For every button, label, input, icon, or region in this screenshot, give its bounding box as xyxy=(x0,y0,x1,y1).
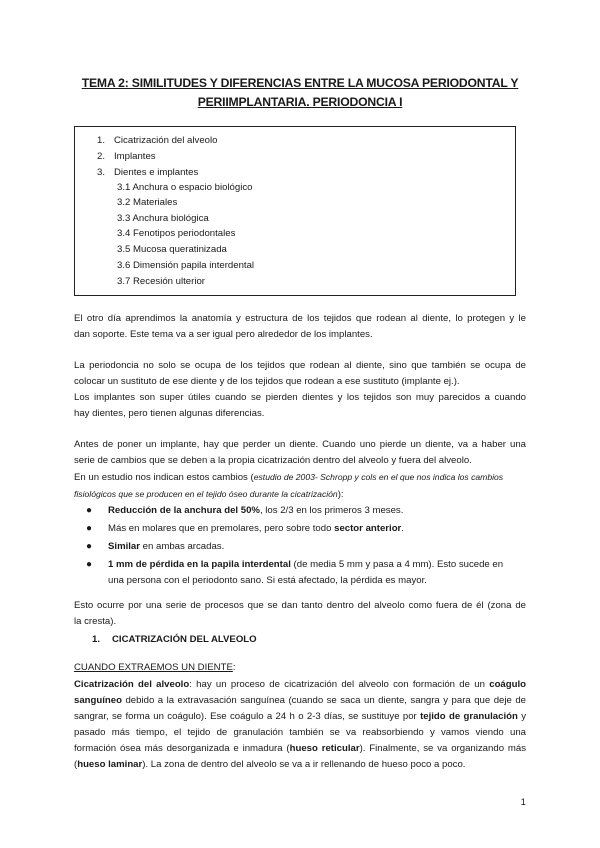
title-line-2: PERIIMPLANTARIA. PERIODONCIA I xyxy=(197,95,403,109)
bullet-icon: ● xyxy=(86,505,93,516)
table-of-contents: 1. Cicatrización del alveolo 2. Implantes 3. Dientes e implantes 3.1 Anchura o espacio biológico 3.2 Materiales 3.3 Anchura biológica 3.4 Fenotipos periodontales 3.5 Mucosa queratinizada 3.6 Dimensión papila interdental 3.7 Recesión ulterior xyxy=(74,126,516,296)
paragraph-procesos: Esto ocurre por una serie de procesos que se dan tanto dentro del alveolo como fuera de él (zona de la cresta). xyxy=(74,600,526,627)
bullet-icon: ● xyxy=(86,523,93,534)
subheading: CUANDO EXTRAEMOS UN DIENTE: xyxy=(74,662,236,673)
paragraph-cicatrizacion: Cicatrización del alveolo: hay un proceso de cicatrización del alveolo con formación de un coágulo sanguíneo debido a la extravasación sanguínea (cuando se saca un diente, sangra y para que deje de sangrar, se forma un coágulo). Ese coágulo a 24 h o 2-3 días, se sustituye por tejido de granulación y pasado más tiempo, el tejido de granulación también se va reabsorbiendo y vamos viendo una formación ósea más desorganizada e inmadura (hueso reticular). Finalmente, se va organizando más (hueso laminar). La zona de dentro del alveolo se va a ir rellenando de hueso poco a poco. xyxy=(74,679,527,770)
title-line-1: TEMA 2: SIMILITUDES Y DIFERENCIAS ENTRE LA MUCOSA PERIODONTAL Y xyxy=(81,76,519,90)
paragraph-cambios: Antes de poner un implante, hay que perder un diente. Cuando uno pierde un diente, va a haber una serie de cambios que se deben a la propia cicatrización dentro del alveolo y fuera del alveolo. En un estudio nos indican estos cambios (estudio de 2003- Schropp y cols en el que nos indica los cambios fisiológicos que se producen en el tejido óseo durante la cicatrización): xyxy=(74,439,526,500)
bullet-icon: ● xyxy=(86,541,93,552)
bullet-icon: ● xyxy=(86,559,93,570)
paragraph-intro: El otro día aprendimos la anatomía y estructura de los tejidos que rodean al diente, lo protegen y le dan soporte. Este tema va a ser igual pero alrededor de los implantes. xyxy=(74,313,526,340)
document-title xyxy=(70,74,530,112)
page-number: 1 xyxy=(520,797,526,808)
paragraph-periodoncia: La periodoncia no solo se ocupa de los tejidos que rodean al diente, sino que también se ocupa de colocar un sustituto de ese diente y de los tejidos que rodean a ese sustituto (implante ej.). Los implantes son super útiles cuando se pierden dientes y los tejidos son muy parecidos a cuando hay dientes, pero tienen algunas diferencias. xyxy=(74,360,526,419)
